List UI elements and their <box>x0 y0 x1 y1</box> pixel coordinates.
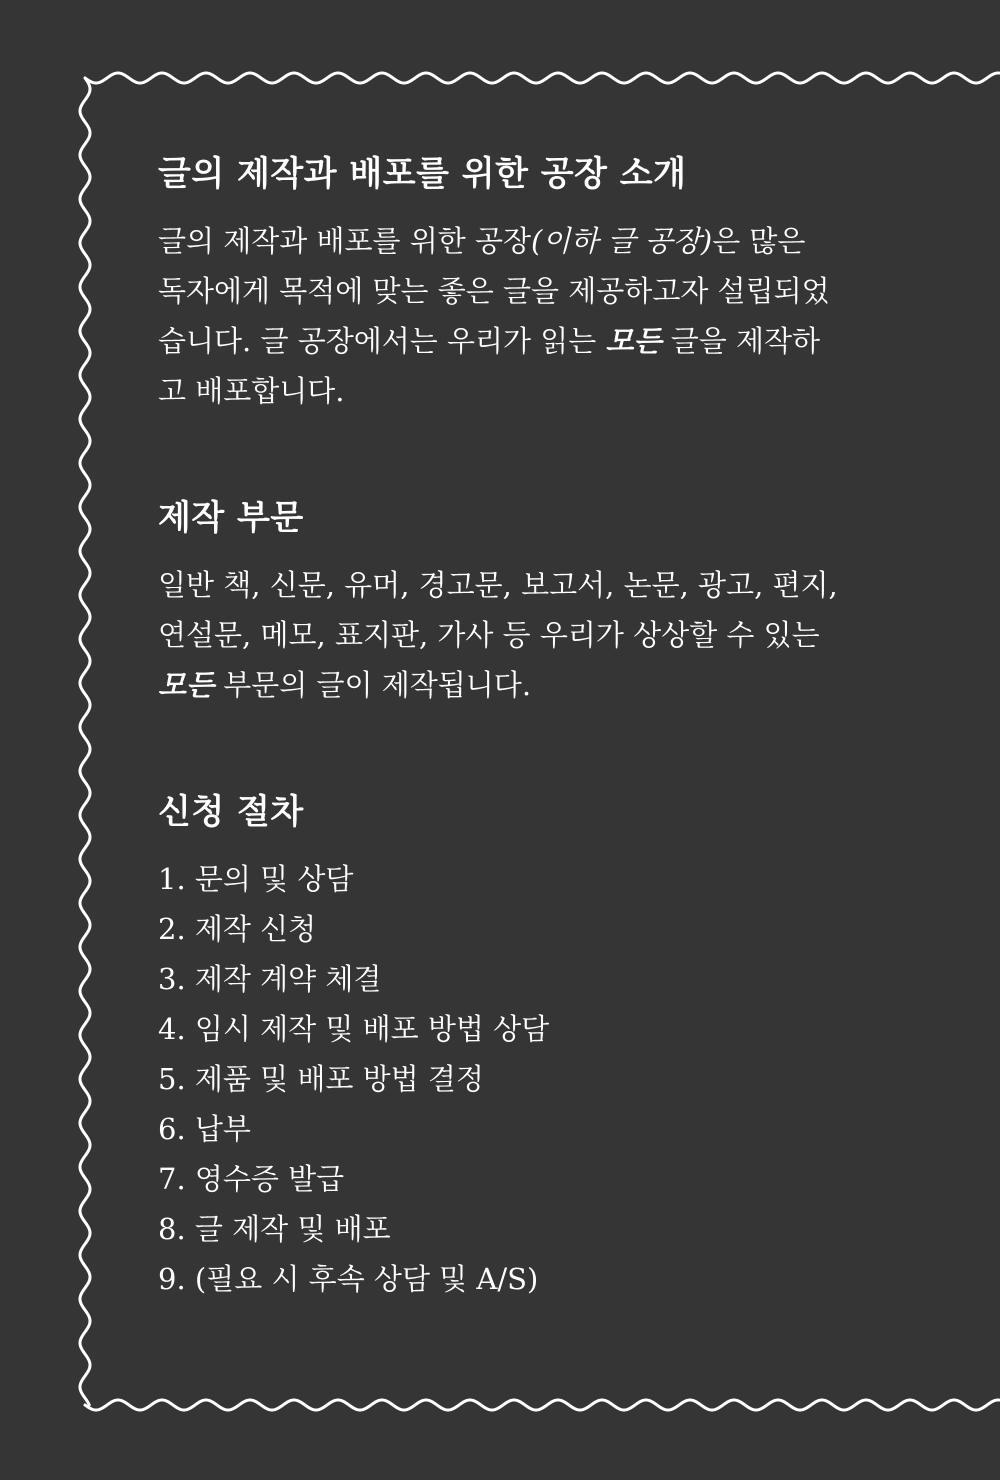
procedure-step: 3. 제작 계약 체결 <box>158 962 382 996</box>
production-section <box>158 494 838 710</box>
intro-text-1: 글의 제작과 배포를 위한 공장 <box>158 224 532 258</box>
procedure-title: 신청 절차 <box>158 792 304 832</box>
procedure-step: 7. 영수증 발급 <box>158 1162 345 1196</box>
production-title: 제작 부문 <box>158 498 304 538</box>
intro-paragraph <box>158 216 838 416</box>
intro-section <box>158 150 838 416</box>
content-area <box>158 150 838 1304</box>
production-text-2: 부문의 글이 제작됩니다. <box>214 668 532 702</box>
procedure-step: 2. 제작 신청 <box>158 912 317 946</box>
intro-title: 글의 제작과 배포를 위한 공장 소개 <box>158 154 687 194</box>
procedure-step: 5. 제품 및 배포 방법 결정 <box>158 1062 484 1096</box>
intro-emphasis: 모든 <box>605 324 662 358</box>
production-paragraph <box>158 560 838 710</box>
production-emphasis: 모든 <box>158 668 215 702</box>
procedure-step: 6. 납부 <box>158 1112 251 1146</box>
intro-italic-note: (이하 글 공장) <box>531 224 713 258</box>
procedure-step: 1. 문의 및 상담 <box>158 862 354 896</box>
intro-text-2: 은 많은 독자에게 목적에 맞는 좋은 글을 제공하고자 설립되었습니다. 글 공장에서는 우리가 읽는 <box>158 224 830 358</box>
procedure-section <box>158 788 838 1304</box>
procedure-step: 4. 임시 제작 및 배포 방법 상담 <box>158 1012 550 1046</box>
procedure-step: 9. (필요 시 후속 상담 및 A/S) <box>158 1262 539 1296</box>
production-text-1: 일반 책, 신문, 유머, 경고문, 보고서, 논문, 광고, 편지, 연설문, 메모, 표지판, 가사 등 우리가 상상할 수 있는 <box>158 568 838 652</box>
procedure-steps-list <box>158 854 838 1304</box>
intro-text-3: 글을 제작하고 배포합니다. <box>158 324 821 408</box>
procedure-step: 8. 글 제작 및 배포 <box>158 1212 391 1246</box>
